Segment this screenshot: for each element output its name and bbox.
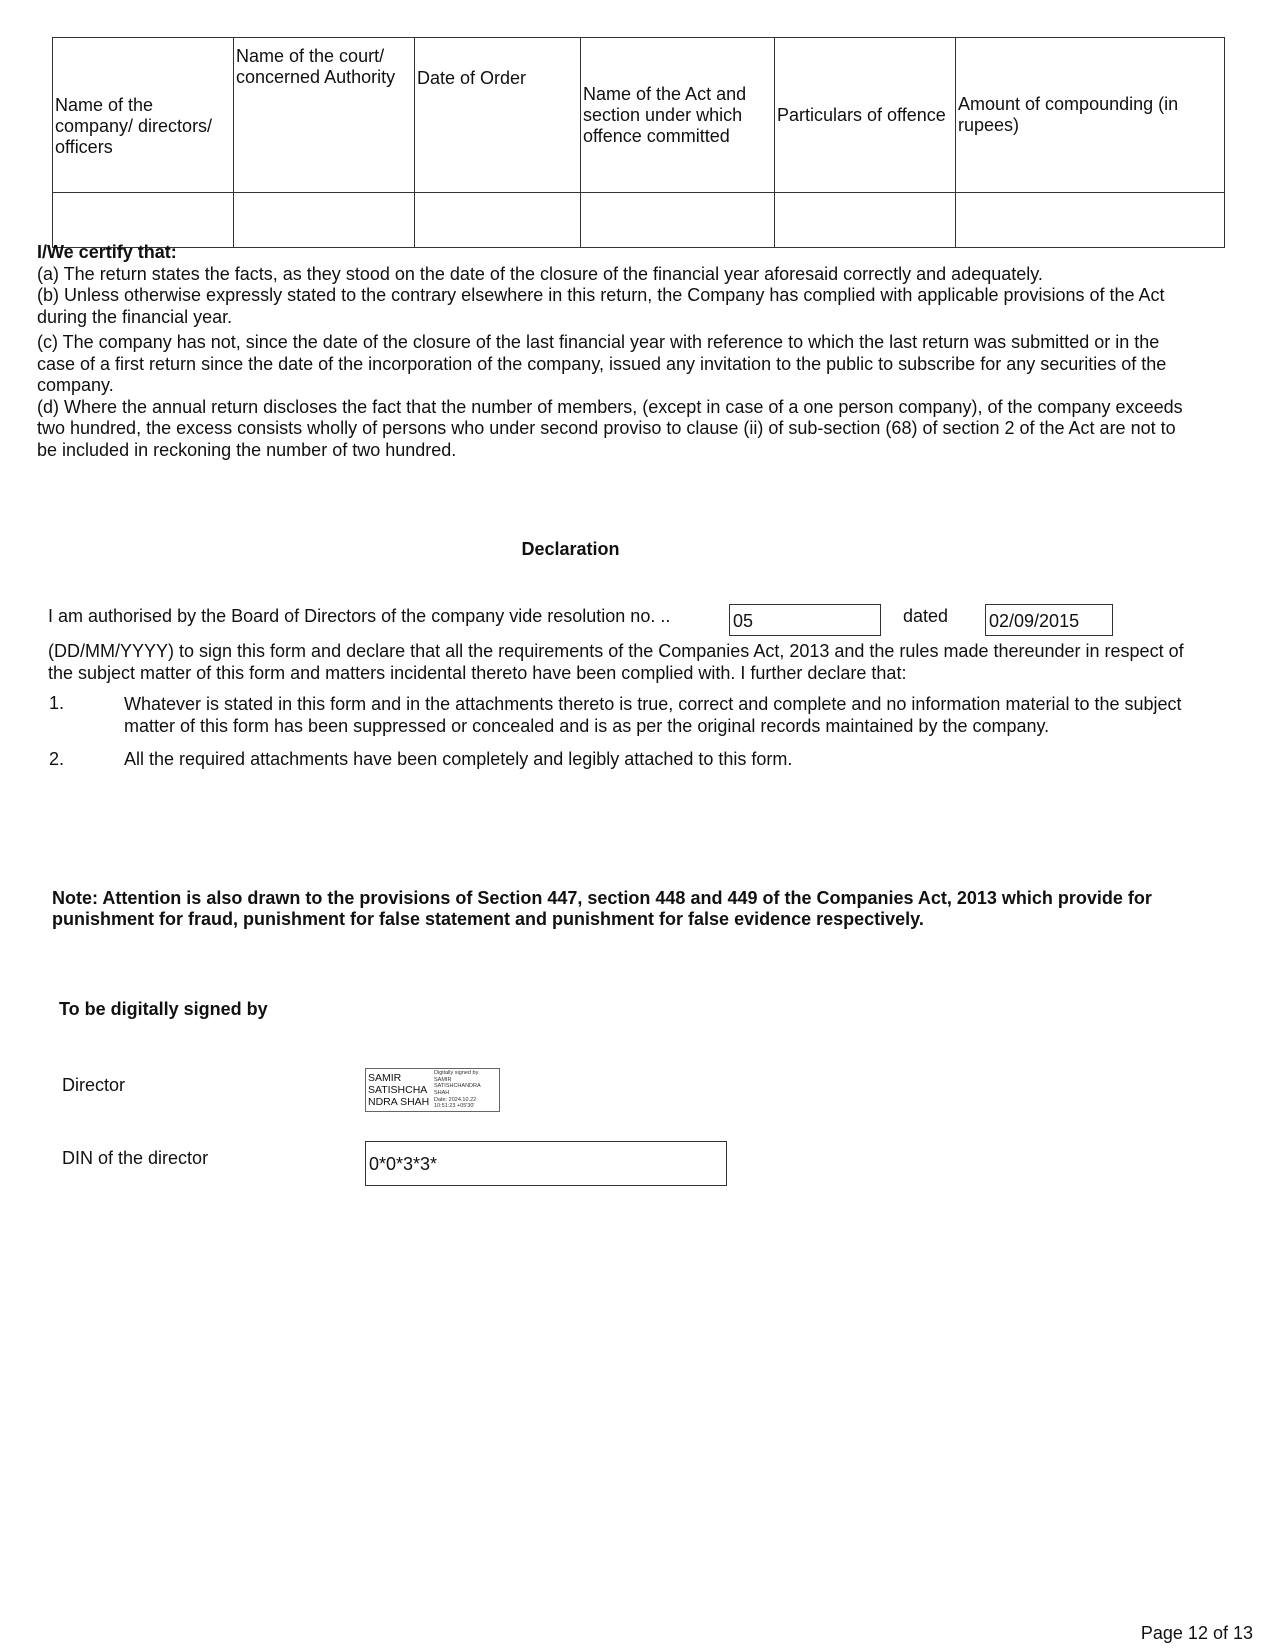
- signature-meta: [434, 1070, 481, 1110]
- table-header-cell: Name of the company/ directors/ officers: [53, 38, 234, 193]
- signature-meta-line: SATISHCHANDRA: [434, 1083, 481, 1090]
- table-cell[interactable]: [956, 193, 1225, 248]
- declaration-body: (DD/MM/YYYY) to sign this form and declare that all the requirements of the Companies Act, 2013 and the rules made thereunder in respect of the subject matter of this form and matters incidental thereto have been complied with. I further declare that:: [48, 641, 1184, 683]
- table-cell[interactable]: [234, 193, 415, 248]
- signing-heading: To be digitally signed by: [59, 999, 268, 1019]
- dated-label: dated: [903, 606, 949, 626]
- table-header-cell: Name of the court/ concerned Authority: [234, 38, 415, 193]
- director-label: Director: [62, 1075, 126, 1095]
- signature-meta-line: Digitally signed by: [434, 1070, 479, 1077]
- page-number: Page 12 of 13: [1140, 1623, 1253, 1643]
- attention-note: Note: Attention is also drawn to the provisions of Section 447, section 448 and 449 of the Companies Act, 2013 which provide for punishment for fraud, punishment for false statement and punishment for false evidence respectively.: [52, 888, 1152, 929]
- declaration-item-text: Whatever is stated in this form and in the attachments thereto is true, correct and complete and no information material to the subject matter of this form has been suppressed or concealed and is as per the original records maintained by the company.: [124, 694, 1182, 736]
- table-cell[interactable]: [415, 193, 581, 248]
- din-label: DIN of the director: [62, 1148, 209, 1168]
- din-field[interactable]: 0*0*3*3*: [365, 1141, 727, 1186]
- certify-clause-a: (a) The return states the facts, as they stood on the date of the closure of the financial year aforesaid correctly and adequately.: [37, 263, 1043, 284]
- declaration-item-text: All the required attachments have been completely and legibly attached to this form.: [124, 749, 793, 769]
- compounding-table: [52, 37, 1225, 248]
- signature-meta-line: Date: 2024.10.22: [434, 1096, 477, 1103]
- table-cell[interactable]: [53, 193, 234, 248]
- table-header-cell: Particulars of offence: [775, 38, 956, 193]
- digital-signature[interactable]: [365, 1068, 500, 1112]
- declaration-title: Declaration: [521, 539, 620, 559]
- declaration-item-number: 1.: [49, 693, 65, 713]
- authorised-text: I am authorised by the Board of Directors of the company vide resolution no. ..: [48, 606, 671, 626]
- certify-clause-d: (d) Where the annual return discloses the fact that the number of members, (except in case of a one person company), of the company exceeds two hundred, the excess consists wholly of persons who under second proviso to clause (ii) of sub-section (68) of section 2 of the Act are not to be included in reckoning the number of two hundred.: [37, 396, 1183, 460]
- signature-name: SAMIR SATISHCHA NDRA SHAH: [368, 1072, 430, 1108]
- declaration-item-number: 2.: [49, 749, 65, 769]
- certify-clause-c: (c) The company has not, since the date of the closure of the last financial year with reference to which the last return was submitted or in the case of a first return since the date of the incorporation of the company, issued any invitation to the public to subscribe for any securities of the company.: [37, 332, 1167, 395]
- certify-clause-b: (b) Unless otherwise expressly stated to the contrary elsewhere in this return, the Company has complied with applicable provisions of the Act during the financial year.: [37, 285, 1165, 327]
- signature-meta-line: 10:51:23 +05'30': [434, 1103, 475, 1110]
- table-header-cell: Amount of compounding (in rupees): [956, 38, 1225, 193]
- table-header-cell: Name of the Act and section under which offence committed: [581, 38, 775, 193]
- table-cell[interactable]: [581, 193, 775, 248]
- table-header-cell: Date of Order: [415, 38, 581, 193]
- certification-section: [37, 242, 1197, 461]
- signature-meta-line: SAMIR: [434, 1076, 452, 1083]
- resolution-date-field[interactable]: 02/09/2015: [985, 604, 1113, 636]
- table-row: [53, 193, 1225, 248]
- signature-meta-line: SHAH: [434, 1090, 450, 1096]
- table-header-row: [53, 38, 1225, 193]
- certify-title: I/We certify that:: [37, 242, 177, 262]
- resolution-number-field[interactable]: 05: [729, 604, 881, 636]
- table-cell[interactable]: [775, 193, 956, 248]
